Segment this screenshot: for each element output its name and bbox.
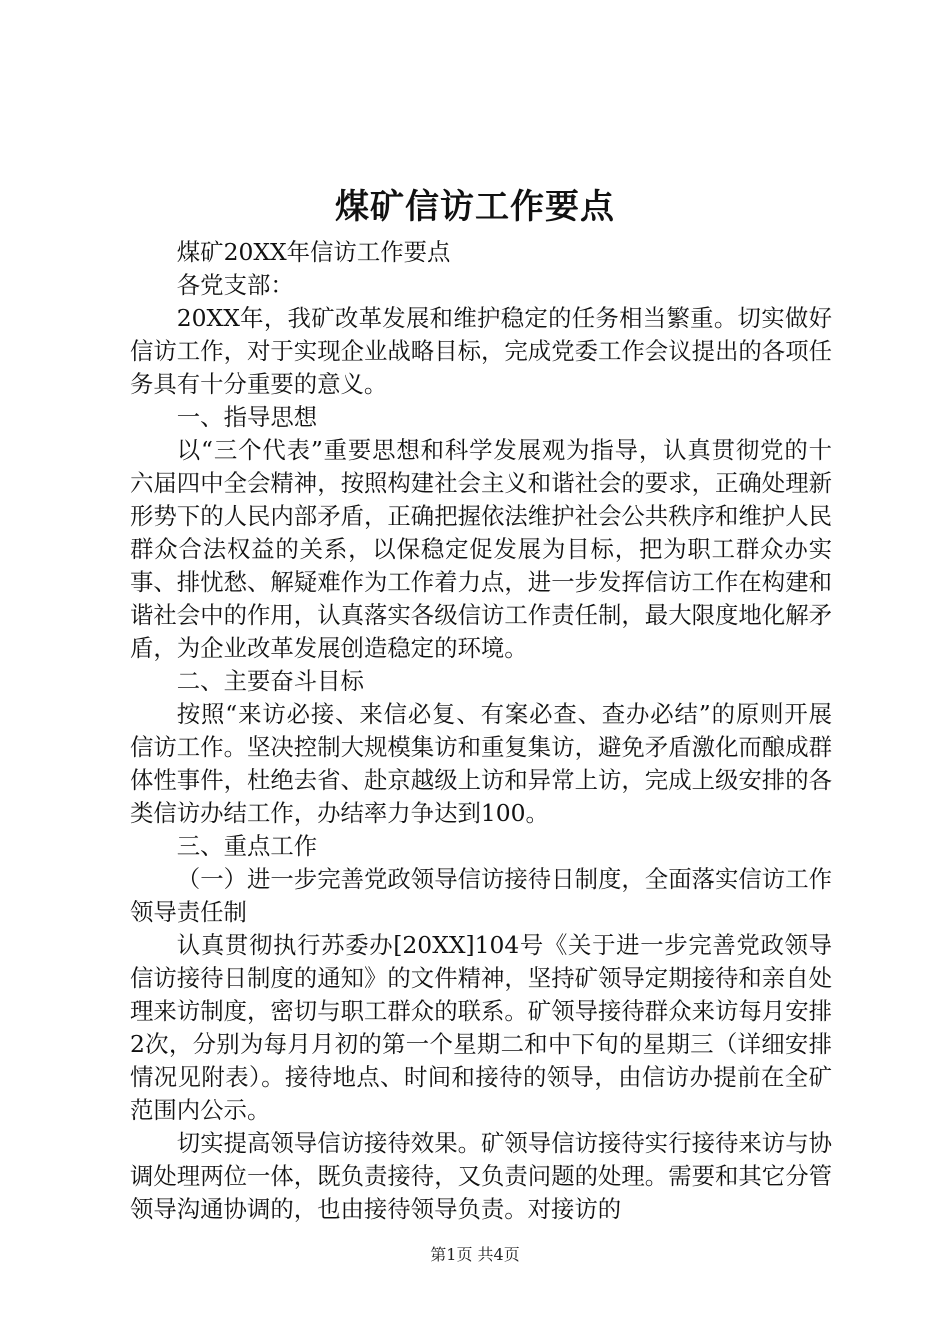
paragraph-main-goals: 按照“来访必接、来信必复、有案必查、查办必结”的原则开展信访工作。坚决控制大规模集访和重复集访，避免矛盾激化而酿成群体性事件，杜绝去省、赴京越级上访和异常上访，完成上级安排的各类信访办结工作，办结率力争达到100。 xyxy=(130,700,832,827)
document-body xyxy=(130,236,832,1226)
paragraph-reception-day: 认真贯彻执行苏委办[20XX]104号《关于进一步完善党政领导信访接待日制度的通知》的文件精神，坚持矿领导定期接待和亲自处理来访制度，密切与职工群众的联系。矿领导接待群众来访每月安排2次，分别为每月月初的第一个星期二和中下旬的星期三（详细安排情况见附表）。接待地点、时间和接待的领导，由信访办提前在全矿范围内公示。 xyxy=(130,931,832,1124)
paragraph-salutation: 各党支部： xyxy=(176,271,294,299)
paragraph-subtitle: 煤矿20XX年信访工作要点 xyxy=(176,238,451,266)
section-heading-guiding-ideology: 一、指导思想 xyxy=(176,403,318,431)
section-heading-key-work: 三、重点工作 xyxy=(176,832,318,860)
document-title: 煤矿信访工作要点 xyxy=(335,187,615,227)
section-heading-main-goals: 二、主要奋斗目标 xyxy=(176,667,364,695)
page-footer: 第1页 共4页 xyxy=(430,1245,520,1264)
paragraph-intro: 20XX年，我矿改革发展和维护稳定的任务相当繁重。切实做好信访工作，对于实现企业战略目标，完成党委工作会议提出的各项任务具有十分重要的意义。 xyxy=(130,304,832,398)
paragraph-reception-effect: 切实提高领导信访接待效果。矿领导信访接待实行接待来访与协调处理两位一体，既负责接待，又负责问题的处理。需要和其它分管领导沟通协调的，也由接待领导负责。对接访的 xyxy=(130,1129,832,1223)
paragraph-guiding-ideology: 以“三个代表”重要思想和科学发展观为指导，认真贯彻党的十六届四中全会精神，按照构建社会主义和谐社会的要求，正确处理新形势下的人民内部矛盾，正确把握依法维护社会公共秩序和维护人民群众合法权益的关系，以保稳定促发展为目标，把为职工群众办实事、排忧愁、解疑难作为工作着力点，进一步发挥信访工作在构建和谐社会中的作用，认真落实各级信访工作责任制，最大限度地化解矛盾，为企业改革发展创造稳定的环境。 xyxy=(130,436,832,662)
subsection-heading-one: （一）进一步完善党政领导信访接待日制度，全面落实信访工作领导责任制 xyxy=(130,865,832,926)
